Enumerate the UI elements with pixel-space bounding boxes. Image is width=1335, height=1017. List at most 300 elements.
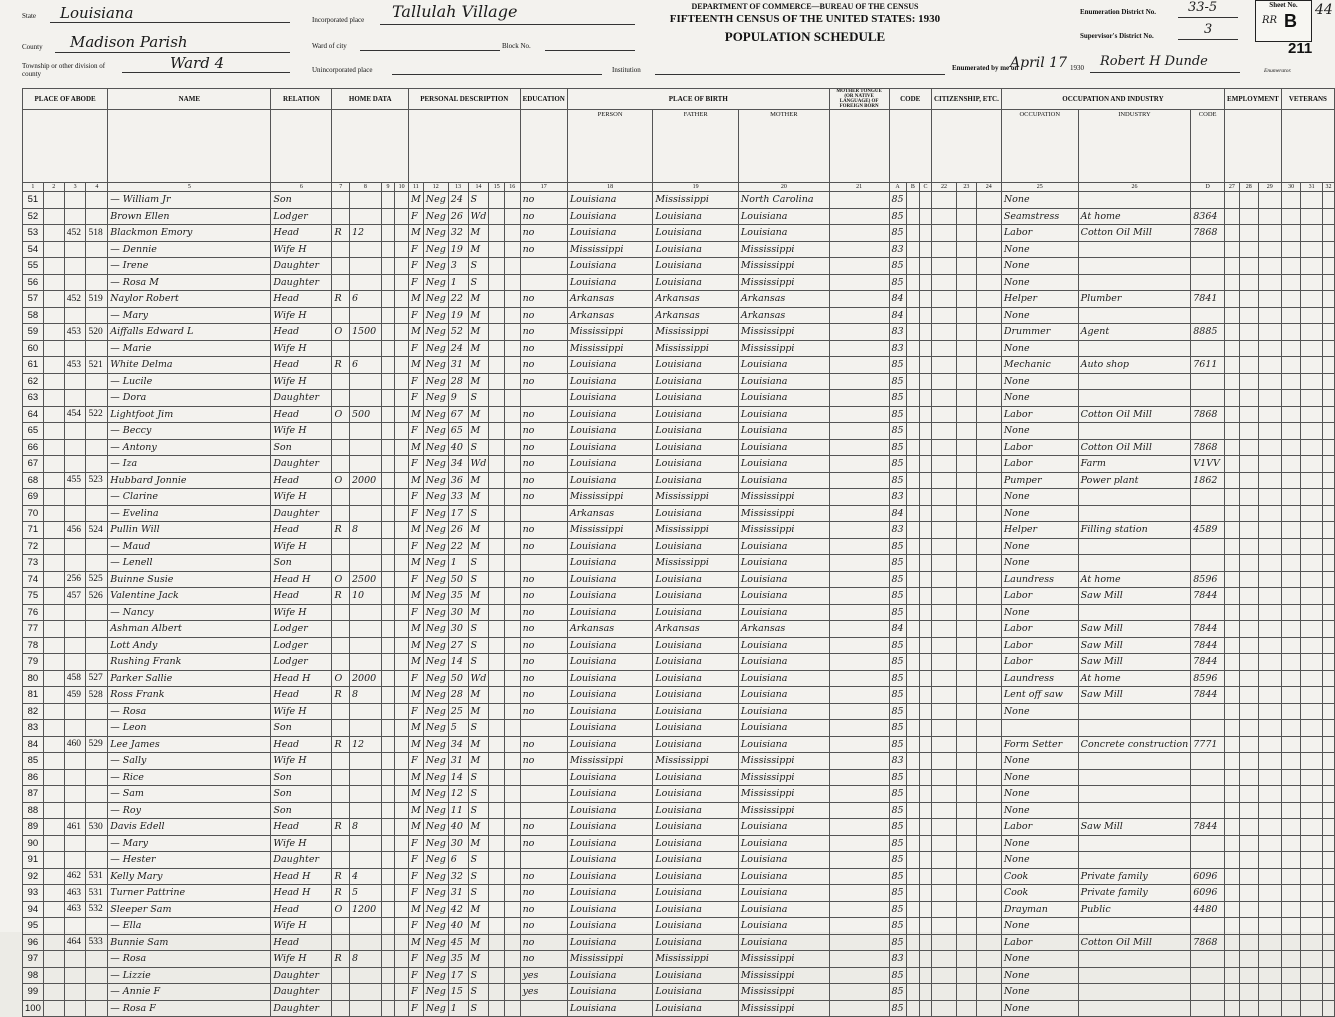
birth-code: 83 xyxy=(889,753,906,770)
sex: F xyxy=(409,753,424,770)
occupation: None xyxy=(1001,555,1078,572)
dwelling-number xyxy=(64,274,86,291)
literacy: no xyxy=(520,571,567,588)
home-value xyxy=(350,241,382,258)
race: Neg xyxy=(423,472,448,489)
occupation: None xyxy=(1001,241,1078,258)
occupation: Laundress xyxy=(1001,571,1078,588)
line-number: 100 xyxy=(23,1000,44,1017)
home-value: 2500 xyxy=(350,571,382,588)
code-b xyxy=(906,456,920,473)
birthplace-father: Arkansas xyxy=(653,307,739,324)
line-number: 70 xyxy=(23,505,44,522)
unemployment xyxy=(1258,241,1281,258)
occupation-code: 7868 xyxy=(1191,225,1225,242)
occupation: None xyxy=(1001,918,1078,935)
radio xyxy=(381,885,395,902)
home-value xyxy=(350,423,382,440)
birthplace-person: Louisiana xyxy=(567,373,653,390)
code-c xyxy=(920,588,932,605)
birthplace-person: Louisiana xyxy=(567,885,653,902)
marital-status: S xyxy=(468,571,489,588)
farm-schedule xyxy=(1322,406,1334,423)
mother-tongue xyxy=(829,423,889,440)
birthplace-mother: Mississippi xyxy=(738,786,829,803)
table-row xyxy=(23,687,1335,704)
naturalization xyxy=(957,208,977,225)
age: 1 xyxy=(448,274,468,291)
occupation-code: 7844 xyxy=(1191,687,1225,704)
school xyxy=(504,439,520,456)
literacy: no xyxy=(520,835,567,852)
code-c xyxy=(920,208,932,225)
person-name: Ross Frank xyxy=(108,687,271,704)
birthplace-father: Louisiana xyxy=(653,505,739,522)
race: Neg xyxy=(423,522,448,539)
literacy: no xyxy=(520,951,567,968)
farm-schedule xyxy=(1322,687,1334,704)
radio xyxy=(381,703,395,720)
unemployment xyxy=(1258,571,1281,588)
immigration-year xyxy=(931,538,956,555)
veteran xyxy=(1281,406,1301,423)
person-name: — Evelina xyxy=(108,505,271,522)
home-value xyxy=(350,340,382,357)
sex: F xyxy=(409,505,424,522)
veteran xyxy=(1281,802,1301,819)
table-row xyxy=(23,670,1335,687)
street xyxy=(43,852,64,869)
speaks-english xyxy=(976,307,1001,324)
street xyxy=(43,753,64,770)
table-row xyxy=(23,588,1335,605)
occupation: Cook xyxy=(1001,868,1078,885)
occupation: None xyxy=(1001,835,1078,852)
birth-code: 83 xyxy=(889,324,906,341)
dwelling-number: 463 xyxy=(64,901,86,918)
column-number: 5 xyxy=(108,183,271,192)
unemployment xyxy=(1258,753,1281,770)
code-b xyxy=(906,835,920,852)
birthplace-mother: Mississippi xyxy=(738,753,829,770)
industry xyxy=(1078,192,1191,209)
at-work xyxy=(1239,472,1258,489)
home-owned xyxy=(332,852,350,869)
col-citizenship: CITIZENSHIP, ETC. xyxy=(931,89,1001,110)
col-employment: EMPLOYMENT xyxy=(1225,89,1282,110)
radio xyxy=(381,439,395,456)
radio xyxy=(381,604,395,621)
class-of-worker xyxy=(1225,753,1240,770)
code-b xyxy=(906,967,920,984)
birthplace-person: Louisiana xyxy=(567,571,653,588)
school xyxy=(504,703,520,720)
sex: F xyxy=(409,307,424,324)
family-number xyxy=(86,621,108,638)
unemployment xyxy=(1258,522,1281,539)
code-b xyxy=(906,703,920,720)
race: Neg xyxy=(423,621,448,638)
dwelling-number: 452 xyxy=(64,291,86,308)
person-name: Turner Pattrine xyxy=(108,885,271,902)
birthplace-person: Louisiana xyxy=(567,406,653,423)
birth-code: 85 xyxy=(889,687,906,704)
enum-district-label: Enumeration District No. xyxy=(1080,8,1157,16)
occupation-code: 7844 xyxy=(1191,654,1225,671)
birthplace-father: Mississippi xyxy=(653,340,739,357)
code-b xyxy=(906,934,920,951)
veteran xyxy=(1281,340,1301,357)
at-work xyxy=(1239,274,1258,291)
occupation: Drayman xyxy=(1001,901,1078,918)
line-number: 59 xyxy=(23,324,44,341)
farm-schedule xyxy=(1322,258,1334,275)
occupation-code xyxy=(1191,307,1225,324)
occupation-code xyxy=(1191,703,1225,720)
at-work xyxy=(1239,786,1258,803)
birthplace-father: Louisiana xyxy=(653,934,739,951)
speaks-english xyxy=(976,769,1001,786)
unemployment xyxy=(1258,390,1281,407)
mother-tongue xyxy=(829,324,889,341)
radio xyxy=(381,753,395,770)
immigration-year xyxy=(931,736,956,753)
code-b xyxy=(906,489,920,506)
class-of-worker xyxy=(1225,192,1240,209)
mother-tongue xyxy=(829,604,889,621)
column-number-row xyxy=(23,183,1335,192)
code-c xyxy=(920,555,932,572)
birthplace-mother: Mississippi xyxy=(738,340,829,357)
race: Neg xyxy=(423,852,448,869)
relation: Head xyxy=(271,588,332,605)
person-name: — Rosa M xyxy=(108,274,271,291)
farm-schedule xyxy=(1322,208,1334,225)
race: Neg xyxy=(423,637,448,654)
age-married xyxy=(489,274,505,291)
code-b xyxy=(906,720,920,737)
relation: Daughter xyxy=(271,390,332,407)
school xyxy=(504,588,520,605)
farm-schedule xyxy=(1322,984,1334,1001)
birth-code: 85 xyxy=(889,258,906,275)
literacy: no xyxy=(520,654,567,671)
code-c xyxy=(920,868,932,885)
code-b xyxy=(906,951,920,968)
school xyxy=(504,225,520,242)
column-number: 26 xyxy=(1078,183,1191,192)
naturalization xyxy=(957,505,977,522)
race: Neg xyxy=(423,802,448,819)
immigration-year xyxy=(931,192,956,209)
dwelling-number xyxy=(64,241,86,258)
person-name: Buinne Susie xyxy=(108,571,271,588)
class-of-worker xyxy=(1225,291,1240,308)
birth-code: 85 xyxy=(889,604,906,621)
unemployment xyxy=(1258,439,1281,456)
immigration-year xyxy=(931,802,956,819)
birthplace-mother: Louisiana xyxy=(738,720,829,737)
code-b xyxy=(906,852,920,869)
war xyxy=(1301,241,1323,258)
speaks-english xyxy=(976,835,1001,852)
line-number: 89 xyxy=(23,819,44,836)
birthplace-father: Mississippi xyxy=(653,951,739,968)
age: 25 xyxy=(448,703,468,720)
age-married xyxy=(489,769,505,786)
table-row xyxy=(23,835,1335,852)
industry: Cotton Oil Mill xyxy=(1078,934,1191,951)
naturalization xyxy=(957,373,977,390)
at-work xyxy=(1239,637,1258,654)
home-value xyxy=(350,934,382,951)
farm xyxy=(395,538,409,555)
street xyxy=(43,769,64,786)
code-c xyxy=(920,1000,932,1017)
birthplace-father: Louisiana xyxy=(653,225,739,242)
birthplace-person: Arkansas xyxy=(567,307,653,324)
speaks-english xyxy=(976,1000,1001,1017)
sheet-letter: B xyxy=(1284,11,1297,31)
age: 22 xyxy=(448,538,468,555)
race: Neg xyxy=(423,225,448,242)
naturalization xyxy=(957,357,977,374)
farm-schedule xyxy=(1322,373,1334,390)
block-label: Block No. xyxy=(502,42,531,50)
industry: At home xyxy=(1078,571,1191,588)
war xyxy=(1301,291,1323,308)
home-value xyxy=(350,1000,382,1017)
birthplace-mother: Louisiana xyxy=(738,736,829,753)
home-owned xyxy=(332,835,350,852)
race: Neg xyxy=(423,357,448,374)
dwelling-number xyxy=(64,802,86,819)
occupation-code: 7844 xyxy=(1191,588,1225,605)
birthplace-father: Louisiana xyxy=(653,703,739,720)
war xyxy=(1301,637,1323,654)
line-number: 54 xyxy=(23,241,44,258)
incorporated-label: Incorporated place xyxy=(312,16,365,24)
naturalization xyxy=(957,703,977,720)
industry: Saw Mill xyxy=(1078,621,1191,638)
occupation-code: 8596 xyxy=(1191,670,1225,687)
speaks-english xyxy=(976,621,1001,638)
radio xyxy=(381,637,395,654)
dwelling-number xyxy=(64,835,86,852)
radio xyxy=(381,819,395,836)
occupation: Lent off saw xyxy=(1001,687,1078,704)
immigration-year xyxy=(931,753,956,770)
home-value xyxy=(350,489,382,506)
sex: M xyxy=(409,720,424,737)
street xyxy=(43,670,64,687)
speaks-english xyxy=(976,802,1001,819)
race: Neg xyxy=(423,571,448,588)
at-work xyxy=(1239,538,1258,555)
farm-schedule xyxy=(1322,423,1334,440)
person-name: — Iza xyxy=(108,456,271,473)
birthplace-mother: Mississippi xyxy=(738,241,829,258)
naturalization xyxy=(957,472,977,489)
line-number: 94 xyxy=(23,901,44,918)
sex: F xyxy=(409,489,424,506)
farm xyxy=(395,274,409,291)
subcol-occupation: OCCUPATION xyxy=(1001,110,1078,183)
code-b xyxy=(906,571,920,588)
subcol-industry: INDUSTRY xyxy=(1078,110,1191,183)
industry xyxy=(1078,241,1191,258)
school xyxy=(504,489,520,506)
age-married xyxy=(489,241,505,258)
veteran xyxy=(1281,423,1301,440)
farm-schedule xyxy=(1322,588,1334,605)
birthplace-mother: Mississippi xyxy=(738,1000,829,1017)
farm-schedule xyxy=(1322,654,1334,671)
speaks-english xyxy=(976,901,1001,918)
sheet-prefix: RR xyxy=(1262,15,1278,26)
industry xyxy=(1078,505,1191,522)
at-work xyxy=(1239,885,1258,902)
code-c xyxy=(920,984,932,1001)
naturalization xyxy=(957,769,977,786)
relation: Wife H xyxy=(271,951,332,968)
column-number: 20 xyxy=(738,183,829,192)
at-work xyxy=(1239,670,1258,687)
occupation: Labor xyxy=(1001,637,1078,654)
age-married xyxy=(489,621,505,638)
at-work xyxy=(1239,340,1258,357)
home-owned xyxy=(332,274,350,291)
table-row xyxy=(23,439,1335,456)
farm-schedule xyxy=(1322,720,1334,737)
mother-tongue xyxy=(829,703,889,720)
school xyxy=(504,951,520,968)
marital-status: M xyxy=(468,753,489,770)
relation: Head xyxy=(271,472,332,489)
relation: Son xyxy=(271,720,332,737)
birthplace-mother: Louisiana xyxy=(738,555,829,572)
code-c xyxy=(920,406,932,423)
farm-schedule xyxy=(1322,456,1334,473)
column-number: 7 xyxy=(332,183,350,192)
code-c xyxy=(920,390,932,407)
war xyxy=(1301,703,1323,720)
line-number: 83 xyxy=(23,720,44,737)
literacy xyxy=(520,258,567,275)
farm xyxy=(395,802,409,819)
home-value xyxy=(350,604,382,621)
family-number: 531 xyxy=(86,868,108,885)
birth-code: 85 xyxy=(889,274,906,291)
person-name: Davis Edell xyxy=(108,819,271,836)
immigration-year xyxy=(931,967,956,984)
class-of-worker xyxy=(1225,208,1240,225)
birthplace-mother: Louisiana xyxy=(738,901,829,918)
age: 22 xyxy=(448,291,468,308)
class-of-worker xyxy=(1225,489,1240,506)
street xyxy=(43,291,64,308)
mother-tongue xyxy=(829,456,889,473)
relation: Head H xyxy=(271,670,332,687)
industry: Power plant xyxy=(1078,472,1191,489)
mother-tongue xyxy=(829,868,889,885)
occupation: None xyxy=(1001,786,1078,803)
street xyxy=(43,390,64,407)
home-value xyxy=(350,984,382,1001)
birthplace-person: Mississippi xyxy=(567,241,653,258)
marital-status: S xyxy=(468,274,489,291)
school xyxy=(504,192,520,209)
birthplace-father: Louisiana xyxy=(653,901,739,918)
class-of-worker xyxy=(1225,258,1240,275)
sex: F xyxy=(409,423,424,440)
person-name: Parker Sallie xyxy=(108,670,271,687)
code-c xyxy=(920,423,932,440)
mother-tongue xyxy=(829,736,889,753)
age: 34 xyxy=(448,736,468,753)
table-row xyxy=(23,192,1335,209)
naturalization xyxy=(957,885,977,902)
occupation-code: 7844 xyxy=(1191,637,1225,654)
mother-tongue xyxy=(829,720,889,737)
naturalization xyxy=(957,852,977,869)
birthplace-mother: Louisiana xyxy=(738,604,829,621)
unemployment xyxy=(1258,951,1281,968)
col-education: EDUCATION xyxy=(520,89,567,110)
family-number xyxy=(86,505,108,522)
age: 35 xyxy=(448,588,468,605)
unemployment xyxy=(1258,769,1281,786)
sex: M xyxy=(409,192,424,209)
birthplace-person: Louisiana xyxy=(567,225,653,242)
family-number xyxy=(86,456,108,473)
unemployment xyxy=(1258,406,1281,423)
birthplace-father: Louisiana xyxy=(653,819,739,836)
mother-tongue xyxy=(829,621,889,638)
code-c xyxy=(920,291,932,308)
birth-code: 85 xyxy=(889,555,906,572)
age-married xyxy=(489,687,505,704)
occupation-code xyxy=(1191,802,1225,819)
marital-status: S xyxy=(468,192,489,209)
race: Neg xyxy=(423,340,448,357)
school xyxy=(504,769,520,786)
line-number: 96 xyxy=(23,934,44,951)
home-value: 2000 xyxy=(350,472,382,489)
birthplace-father: Louisiana xyxy=(653,885,739,902)
farm-schedule xyxy=(1322,670,1334,687)
column-number: 11 xyxy=(409,183,424,192)
street xyxy=(43,604,64,621)
age: 27 xyxy=(448,637,468,654)
literacy: no xyxy=(520,423,567,440)
veteran xyxy=(1281,1000,1301,1017)
literacy xyxy=(520,769,567,786)
industry xyxy=(1078,307,1191,324)
relation: Wife H xyxy=(271,918,332,935)
industry: Farm xyxy=(1078,456,1191,473)
line-number: 76 xyxy=(23,604,44,621)
birth-code: 83 xyxy=(889,340,906,357)
code-c xyxy=(920,670,932,687)
radio xyxy=(381,307,395,324)
subcol-father: FATHER xyxy=(653,110,739,183)
home-value: 5 xyxy=(350,885,382,902)
home-value xyxy=(350,274,382,291)
immigration-year xyxy=(931,670,956,687)
column-number: 14 xyxy=(468,183,489,192)
industry: Private family xyxy=(1078,885,1191,902)
